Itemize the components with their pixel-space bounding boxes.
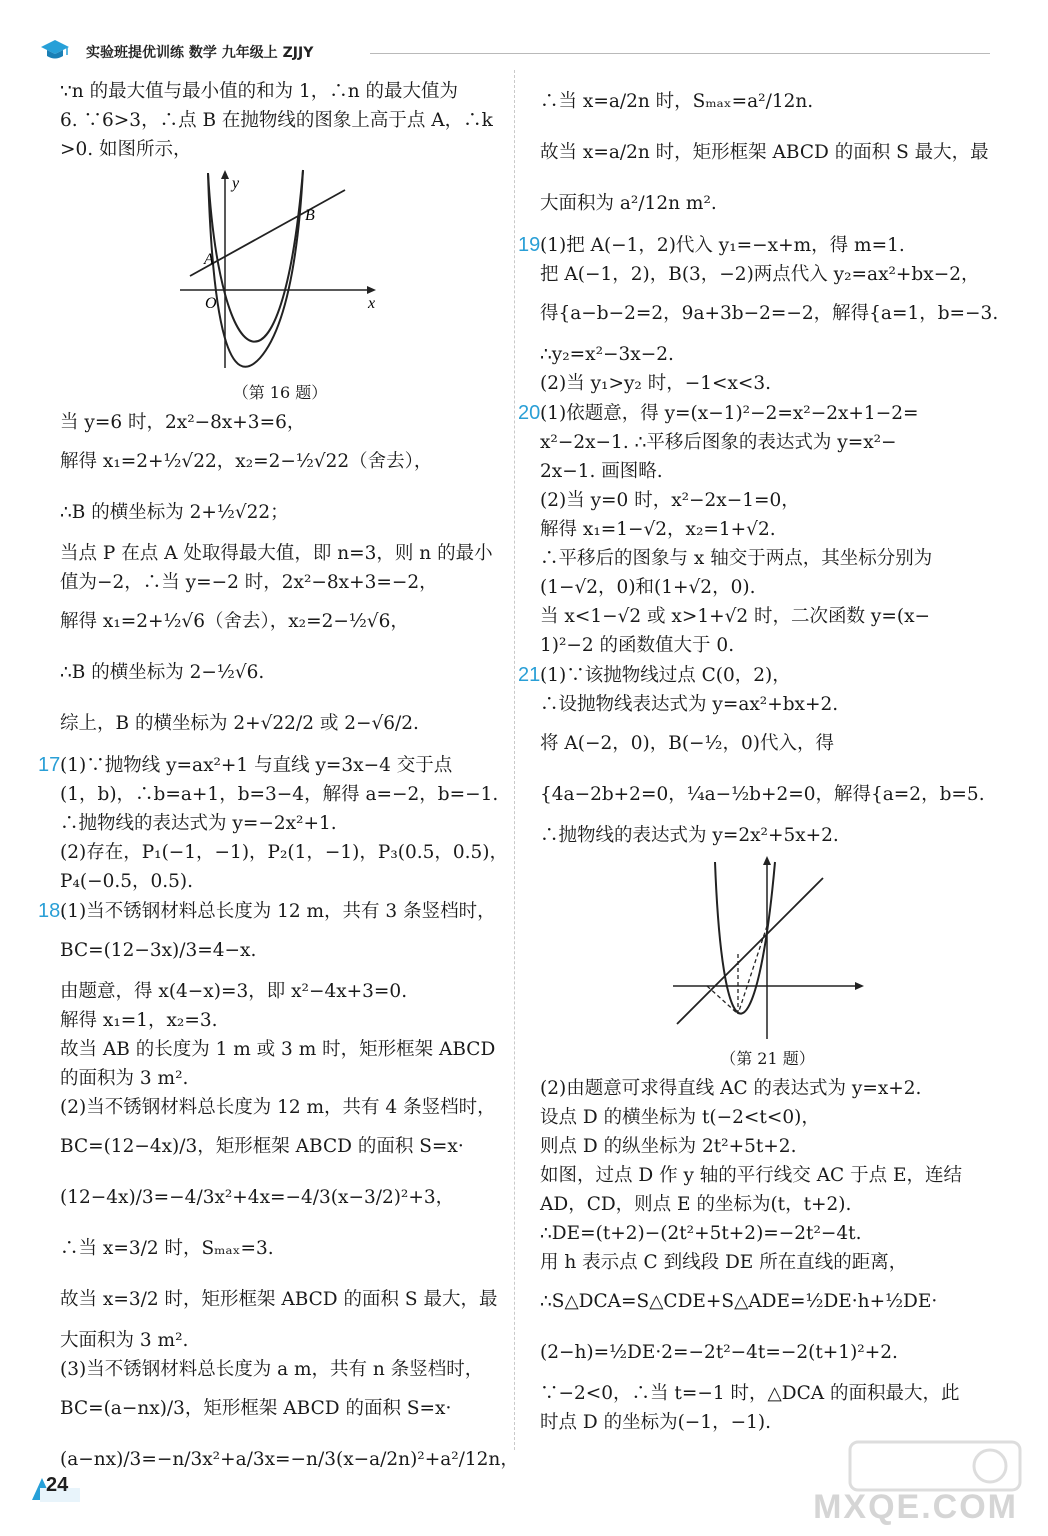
question-number: 17. xyxy=(38,754,66,776)
text-line: 故当 x=a/2n 时，矩形框架 ABCD 的面积 S 最大，最 xyxy=(540,142,989,163)
text-line: ∴S△DCA=S△CDE+S△ADE=½DE·h+½DE· xyxy=(540,1291,938,1312)
text-line: 的面积为 3 m². xyxy=(60,1068,189,1089)
text-line: (1)依题意，得 y=(x−1)²−2=x²−2x+1−2= xyxy=(540,403,919,424)
text-line: BC=(12−3x)/3=4−x. xyxy=(60,940,257,961)
text-line: 解得 x₁=1，x₂=3. xyxy=(60,1010,218,1031)
text-line: 故当 AB 的长度为 1 m 或 3 m 时，矩形框架 ABCD xyxy=(60,1039,496,1060)
parabola xyxy=(715,862,775,1014)
text-line: AD，CD，则点 E 的坐标为(t，t+2). xyxy=(540,1194,852,1215)
text-line: (1)∵抛物线 y=ax²+1 与直线 y=3x−4 交于点 xyxy=(60,755,453,776)
text-line: (2)当 y₁>y₂ 时，−1<x<3. xyxy=(540,373,772,394)
book-title: 实验班提优训练 数学 九年级上 ZJJY xyxy=(86,45,314,61)
text-line: 综上，B 的横坐标为 2+√22/2 或 2−√6/2. xyxy=(60,713,419,734)
text-line: 得{a−b−2=2，9a+3b−2=−2，解得{a=1，b=−3. xyxy=(540,303,999,324)
text-line: (a−nx)/3=−n/3x²+a/3x=−n/3(x−a/2n)²+a²/12n， xyxy=(60,1449,519,1470)
text-line: 由题意，得 x(4−x)=3，即 x²−4x+3=0. xyxy=(60,981,408,1002)
watermark-text: MXQE.COM xyxy=(813,1488,1018,1526)
text-line: 解得 x₁=2+½√6（舍去），x₂=2−½√6， xyxy=(60,611,409,632)
text-line: ∴抛物线的表达式为 y=2x²+5x+2. xyxy=(540,825,839,846)
text-line: (2)当不锈钢材料总长度为 12 m，共有 4 条竖档时， xyxy=(60,1097,496,1118)
text-line: ∵n 的最大值与最小值的和为 1，∴n 的最大值为 xyxy=(60,81,459,102)
text-line: (1)当不锈钢材料总长度为 12 m，共有 3 条竖档时， xyxy=(60,901,496,922)
figure-21-graph xyxy=(663,854,873,1044)
page-header xyxy=(40,38,990,64)
x-axis-arrow xyxy=(367,286,376,294)
y-axis-arrow xyxy=(763,856,771,865)
text-line: 大面积为 a²/12n m². xyxy=(540,193,717,214)
text-line: ∴平移后的图象与 x 轴交于两点，其坐标分别为 xyxy=(540,548,933,569)
text-line: ∴设抛物线表达式为 y=ax²+bx+2. xyxy=(540,694,839,715)
text-line: 则点 D 的纵坐标为 2t²+5t+2. xyxy=(540,1136,797,1157)
text-line: (3)当不锈钢材料总长度为 a m，共有 n 条竖档时， xyxy=(60,1359,484,1380)
text-line: (2−h)=½DE·2=−2t²−4t=−2(t+1)²+2. xyxy=(540,1342,898,1363)
text-line: ∵−2<0，∴当 t=−1 时，△DCA 的面积最大，此 xyxy=(540,1383,960,1404)
text-line: ∴当 x=3/2 时，Sₘₐₓ=3. xyxy=(60,1238,274,1259)
header-rule xyxy=(370,53,990,54)
page-number: 24 xyxy=(46,1474,69,1496)
text-line: (2)当 y=0 时，x²−2x−1=0， xyxy=(540,490,800,511)
question-18-line xyxy=(38,897,500,926)
x-axis-arrow xyxy=(855,982,864,990)
text-line: x²−2x−1. ∴平移后图象的表达式为 y=x²− xyxy=(540,432,897,453)
text-line: 2x−1. 画图略. xyxy=(540,461,663,482)
text-line: 1)²−2 的函数值大于 0. xyxy=(540,635,735,656)
text-line: ∴y₂=x²−3x−2. xyxy=(540,344,674,365)
text-line: >0. 如图所示， xyxy=(60,139,192,160)
label-o: O xyxy=(205,295,217,312)
column-divider xyxy=(514,70,515,1450)
text-line: 把 A(−1，2)，B(3，−2)两点代入 y₂=ax²+bx−2， xyxy=(540,264,980,285)
text-line: 6. ∵6>3，∴点 B 在抛物线的图象上高于点 A，∴k xyxy=(60,110,493,131)
question-17-line xyxy=(38,751,500,780)
text-line: 将 A(−2，0)，B(−½，0)代入，得 xyxy=(540,733,834,754)
text-line: 故当 x=3/2 时，矩形框架 ABCD 的面积 S 最大，最 xyxy=(60,1289,498,1310)
text-line: (2)存在，P₁(−1，−1)，P₂(1，−1)，P₃(0.5，0.5)， xyxy=(60,842,509,863)
parabola-curve xyxy=(208,170,303,342)
text-line: 大面积为 3 m². xyxy=(60,1330,189,1351)
text-line: BC=(12−4x)/3，矩形框架 ABCD 的面积 S=x· xyxy=(60,1136,464,1157)
label-y: y xyxy=(232,175,240,192)
question-number: 21. xyxy=(518,664,546,686)
question-number: 20. xyxy=(518,402,546,424)
text-line: 用 h 表示点 C 到线段 DE 所在直线的距离， xyxy=(540,1252,908,1273)
text-line: (1−√2，0)和(1+√2，0). xyxy=(540,577,756,598)
graduation-cap-icon xyxy=(40,38,70,62)
left-column xyxy=(38,78,519,1487)
text-line: 设点 D 的横坐标为 t(−2<t<0)， xyxy=(540,1107,820,1128)
text-line: ∴当 x=a/2n 时，Sₘₐₓ=a²/12n. xyxy=(540,91,814,112)
text-line: 当点 P 在点 A 处取得最大值，即 n=3，则 n 的最小 xyxy=(60,543,493,564)
question-21-line xyxy=(518,661,995,690)
label-b: B xyxy=(305,207,315,224)
text-line: {4a−2b+2=0，¼a−½b+2=0，解得{a=2，b=5. xyxy=(540,784,985,805)
text-line: ∴抛物线的表达式为 y=−2x²+1. xyxy=(60,813,337,834)
parabola xyxy=(208,170,303,367)
text-line: ∴B 的横坐标为 2−½√6. xyxy=(60,662,265,683)
figure-16-graph xyxy=(170,168,390,378)
label-x: x xyxy=(368,295,376,312)
text-line: ∴B 的横坐标为 2+½√22； xyxy=(60,502,289,523)
text-line: (1，b)，∴b=a+1，b=3−4，解得 a=−2，b=−1. xyxy=(60,784,499,805)
y-axis-arrow xyxy=(221,170,229,179)
text-line: (2)由题意可求得直线 AC 的表达式为 y=x+2. xyxy=(540,1078,922,1099)
text-line: 值为−2，∴当 y=−2 时，2x²−8x+3=−2， xyxy=(60,572,438,593)
text-line: 当 y=6 时，2x²−8x+3=6， xyxy=(60,412,306,433)
question-20-line xyxy=(518,399,995,428)
question-number: 18. xyxy=(38,900,66,922)
text-line: BC=(a−nx)/3，矩形框架 ABCD 的面积 S=x· xyxy=(60,1398,452,1419)
text-line: 时点 D 的坐标为(−1，−1). xyxy=(540,1412,771,1433)
text-line: 解得 x₁=1−√2，x₂=1+√2. xyxy=(540,519,776,540)
text-line: P₄(−0.5，0.5). xyxy=(60,871,194,892)
label-a: A xyxy=(204,251,214,268)
right-column xyxy=(518,78,999,1438)
text-line: (12−4x)/3=−4/3x²+4x=−4/3(x−3/2)²+3， xyxy=(60,1187,455,1208)
text-line: 当 x<1−√2 或 x>1+√2 时，二次函数 y=(x− xyxy=(540,606,931,627)
question-number: 19. xyxy=(518,234,546,256)
text-line: (1)把 A(−1，2)代入 y₁=−x+m，得 m=1. xyxy=(540,235,905,256)
figure-21-caption: （第 21 题） xyxy=(720,1049,815,1068)
text-line: ∴DE=(t+2)−(2t²+5t+2)=−2t²−4t. xyxy=(540,1223,862,1244)
text-line: (1)∵该抛物线过点 C(0，2)， xyxy=(540,665,791,686)
text-line: 如图，过点 D 作 y 轴的平行线交 AC 于点 E，连结 xyxy=(540,1165,962,1186)
question-19-line xyxy=(518,231,995,260)
figure-16-caption: （第 16 题） xyxy=(232,383,328,402)
text-line: 解得 x₁=2+½√22，x₂=2−½√22（舍去）， xyxy=(60,451,433,472)
